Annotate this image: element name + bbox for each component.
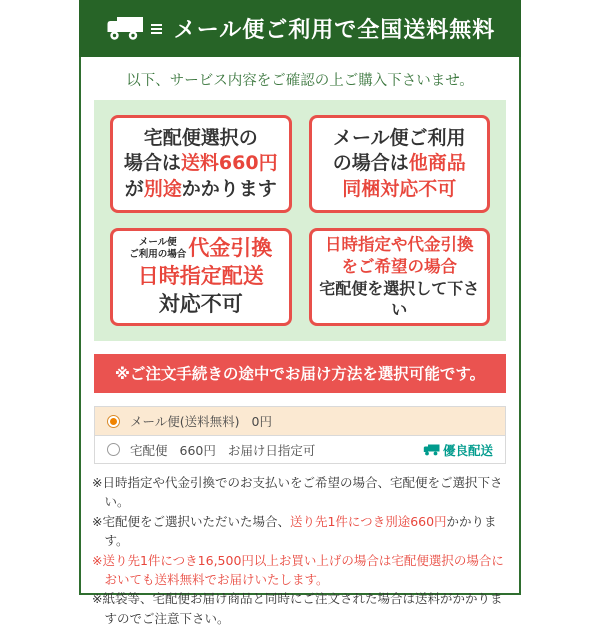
radio-selected-icon[interactable] — [107, 415, 120, 428]
truck-icon — [105, 15, 145, 42]
info-box-no-bundling — [309, 115, 491, 213]
note-item: ※送り先1件につき16,500円以上お買い上げの場合は宅配便選択の場合においても送料無料でお届けいたします。 — [92, 552, 504, 587]
info-boxes-grid — [94, 100, 506, 341]
badge-label: 優良配送 — [442, 442, 493, 458]
info-box-line: 場合は送料660円 — [123, 152, 278, 175]
note-item: ※紙袋等、宅配便お届け商品と同時にご注文された場合は送料がかかりますのでご注意下さい。 — [92, 591, 503, 626]
info-box-cod-unavailable — [110, 228, 292, 326]
option-price: 660円 — [179, 442, 216, 458]
shipping-options-list — [94, 406, 506, 464]
shipping-option-mail[interactable] — [95, 407, 505, 435]
option-note: お届け日指定可 — [227, 442, 316, 458]
notice-text: 以下、サービス内容をご確認の上ご購入下さいませ。 — [126, 73, 474, 89]
info-box-line: 宅配便を選択して下さい — [319, 278, 480, 319]
info-box-line: をご希望の場合 — [341, 256, 457, 276]
info-box-line: メール便ご利用 — [332, 127, 466, 150]
info-box-line: 日時指定や代金引換 — [325, 235, 474, 255]
shipping-option-courier[interactable] — [95, 435, 505, 463]
header-title: メール便ご利用で全国送料無料 — [173, 18, 496, 43]
info-box-line: メール便 ご利用の場合 代金引換 — [129, 236, 273, 261]
selection-notice-banner: ※ご注文手続きの途中でお届け方法を選択可能です。 — [94, 354, 506, 393]
note-item: ※日時指定や代金引換でのお支払いをご希望の場合、宅配便をご選択下さい。 — [92, 475, 503, 510]
info-box-line: が別途かかります — [124, 177, 277, 200]
note-item: ※宅配便をご選択いただいた場合、送り先1件につき別途660円かかります。 — [92, 513, 497, 549]
option-label: メール便(送料無料) — [130, 414, 240, 429]
notes-list — [92, 473, 508, 628]
option-label: 宅配便 — [130, 442, 168, 458]
mailbin-case-label: メール便 ご利用の場合 — [129, 237, 187, 261]
badge-truck-icon — [423, 444, 440, 456]
info-box-line: 宅配便選択の — [143, 127, 258, 150]
info-box-line: 対応不可 — [158, 291, 243, 316]
option-price: 0円 — [251, 414, 272, 429]
info-box-line: の場合は他商品 — [332, 152, 466, 175]
yuryo-haiso-badge — [423, 441, 493, 459]
radio-unselected-icon[interactable] — [107, 443, 120, 456]
info-box-choose-courier — [309, 228, 491, 326]
shipping-info-module — [79, 0, 521, 626]
content-panel — [79, 57, 521, 626]
header-banner — [79, 0, 521, 57]
info-box-line: 日時指定配送 — [137, 264, 264, 289]
speed-lines-icon — [151, 24, 162, 34]
info-box-line: 同梱対応不可 — [342, 177, 457, 200]
info-box-courier-fee — [110, 115, 292, 213]
